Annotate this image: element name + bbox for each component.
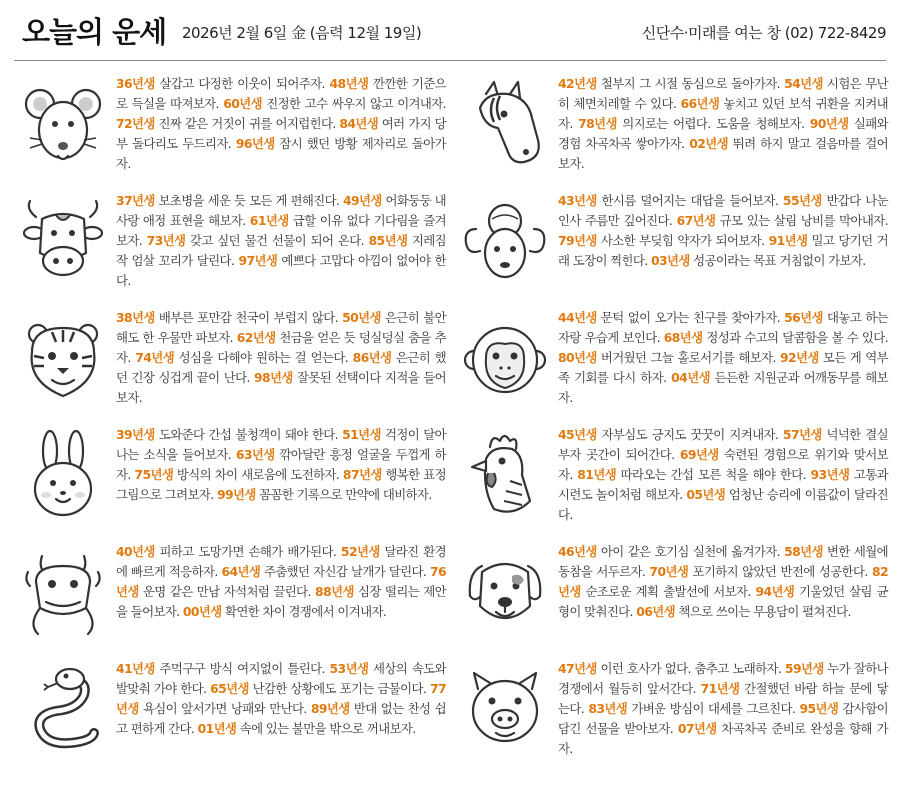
birth-year-label: 38년생 xyxy=(116,310,155,325)
fortune-text: 문턱 없이 오가는 친구를 찾아가자. xyxy=(596,310,785,325)
birth-year-label: 98년생 xyxy=(254,370,293,385)
fortune-text: 성공이라는 목표 거침없이 가보자. xyxy=(689,253,866,268)
fortune-text: 달라진 환경에 빠르게 적응하자. xyxy=(116,544,447,579)
fortune-text: 실패와 경험 차곡차곡 쌓아가자. xyxy=(558,116,889,151)
birth-year-label: 41년생 xyxy=(116,661,155,676)
birth-year-label: 03년생 xyxy=(650,253,690,268)
birth-year-label: 92년생 xyxy=(779,350,819,365)
fortune-text: 한시름 덜어지는 대답을 들어보자. xyxy=(596,193,783,208)
birth-year-label: 74년생 xyxy=(135,350,175,365)
header xyxy=(22,8,886,54)
horoscope-entry xyxy=(22,308,452,425)
page-title: 오늘의 운세 xyxy=(22,15,167,49)
birth-year-label: 01년생 xyxy=(197,721,237,736)
horoscope-text xyxy=(558,659,888,759)
birth-year-label: 51년생 xyxy=(342,427,381,442)
birth-year-label: 80년생 xyxy=(558,350,597,365)
birth-year-label: 95년생 xyxy=(799,701,839,716)
birth-year-label: 93년생 xyxy=(810,467,850,482)
sheep-icon xyxy=(464,195,546,287)
fortune-text: 변한 세월에 동참을 서두르자. xyxy=(558,544,888,579)
fortune-text: 가벼운 방심이 대세를 그르친다. xyxy=(627,701,800,716)
fortune-text: 대놓고 하는 자랑 우습게 보인다. xyxy=(558,310,888,345)
birth-year-label: 67년생 xyxy=(676,213,716,228)
fortune-text: 차곡차곡 준비로 완성을 향해 가자. xyxy=(558,721,888,756)
rat-icon xyxy=(22,78,104,170)
horoscope-text xyxy=(116,308,446,408)
horoscope-text xyxy=(116,191,446,291)
fortune-text: 밀고 당기던 거래 도장이 찍힌다. xyxy=(558,233,888,268)
fortune-text: 버거웠던 그늘 홀로서기를 해보자. xyxy=(596,350,780,365)
fortune-text: 살갑고 다정한 이웃이 되어주자. xyxy=(154,76,330,91)
fortune-text: 이런 호사가 없다. 춤추고 노래하자. xyxy=(596,661,785,676)
horoscope-text xyxy=(116,542,446,622)
dragon-icon xyxy=(22,546,104,638)
fortune-text: 모든 게 역부족 기회를 다시 하자. xyxy=(558,350,889,385)
birth-year-label: 85년생 xyxy=(368,233,408,248)
horoscope-entry xyxy=(464,659,894,776)
birth-year-label: 05년생 xyxy=(686,487,726,502)
fortune-text: 갖고 싶던 물건 선물이 되어 온다. xyxy=(185,233,369,248)
birth-year-label: 42년생 xyxy=(558,76,597,91)
fortune-text: 자부심도 긍지도 꿋꿋이 지켜내자. xyxy=(596,427,783,442)
birth-year-label: 81년생 xyxy=(577,467,617,482)
birth-year-label: 56년생 xyxy=(784,310,823,325)
horoscope-entry xyxy=(22,191,452,308)
fortune-text: 철부지 그 시절 동심으로 돌아가자. xyxy=(596,76,785,91)
birth-year-label: 06년생 xyxy=(636,604,676,619)
horoscope-text xyxy=(116,659,446,739)
birth-year-label: 04년생 xyxy=(671,370,710,385)
monkey-icon xyxy=(464,312,546,404)
birth-year-label: 02년생 xyxy=(689,136,728,151)
snake-icon xyxy=(22,663,104,755)
fortune-text: 주먹구구 방식 여지없이 틀린다. xyxy=(154,661,330,676)
fortune-text: 욕심이 앞서가면 낭패와 만난다. xyxy=(138,701,311,716)
fortune-text: 행복한 표정 그림으로 그려보자. xyxy=(116,467,446,502)
fortune-text: 시험은 무난히 체면치레할 수 있다. xyxy=(558,76,888,111)
birth-year-label: 76년생 xyxy=(116,564,446,599)
birth-year-label: 99년생 xyxy=(216,487,256,502)
horoscope-text xyxy=(558,191,888,271)
fortune-text: 주춤했던 자신감 날개가 달린다. xyxy=(260,564,430,579)
fortune-text: 보초병을 세운 듯 모든 게 편해진다. xyxy=(154,193,343,208)
birth-year-label: 90년생 xyxy=(809,116,849,131)
fortune-text: 예쁘다 고맙다 아낌이 없어야 한다. xyxy=(116,253,446,288)
birth-year-label: 00년생 xyxy=(182,604,222,619)
header-divider xyxy=(14,60,886,61)
birth-year-label: 57년생 xyxy=(782,427,822,442)
fortune-text: 세상의 속도와 발맞춰 가야 한다. xyxy=(116,661,446,696)
fortune-text: 든든한 지원군과 어깨동무를 해보자. xyxy=(558,370,888,405)
sponsor-line: 신단수·미래를 여는 창 (02) 722-8429 xyxy=(641,24,886,42)
birth-year-label: 55년생 xyxy=(782,193,822,208)
birth-year-label: 59년생 xyxy=(784,661,824,676)
fortune-text: 여러 가지 당부 돌다리도 두드리자. xyxy=(116,116,446,151)
fortune-text: 난감한 상황에도 포기는 금물이다. xyxy=(248,681,430,696)
right-column xyxy=(464,74,894,776)
horoscope-text xyxy=(116,74,446,174)
fortune-text: 천금을 얻은 듯 덩실덩실 춤을 추자. xyxy=(116,330,446,365)
ox-icon xyxy=(22,195,104,287)
fortune-text: 따라오는 간섭 모른 척을 해야 한다. xyxy=(616,467,811,482)
birth-year-label: 69년생 xyxy=(679,447,719,462)
birth-year-label: 47년생 xyxy=(558,661,597,676)
horoscope-entry xyxy=(22,425,452,542)
fortune-text: 간절했던 바람 하늘 문에 닿는다. xyxy=(558,681,889,716)
fortune-text: 포기하지 않았던 반전에 성공한다. xyxy=(688,564,872,579)
birth-year-label: 70년생 xyxy=(649,564,689,579)
birth-year-label: 89년생 xyxy=(310,701,350,716)
birth-year-label: 72년생 xyxy=(116,116,155,131)
fortune-text: 넉넉한 결실 부자 곳간이 되어간다. xyxy=(558,427,889,462)
birth-year-label: 61년생 xyxy=(249,213,289,228)
birth-year-label: 66년생 xyxy=(680,96,720,111)
horoscope-text xyxy=(558,425,888,525)
fortune-text: 정성과 수고의 달콤함을 볼 수 있다. xyxy=(702,330,888,345)
birth-year-label: 43년생 xyxy=(558,193,597,208)
fortune-text: 지레짐작 엄살 꼬리가 달린다. xyxy=(116,233,446,268)
fortune-text: 깐깐한 기준으로 득실을 따져보자. xyxy=(116,76,446,111)
dog-icon xyxy=(464,546,546,638)
birth-year-label: 53년생 xyxy=(329,661,369,676)
fortune-text: 도와준다 간섭 불청객이 돼야 한다. xyxy=(154,427,343,442)
birth-year-label: 45년생 xyxy=(558,427,597,442)
date-line: 2026년 2월 6일 金 (음력 12월 19일) xyxy=(182,24,422,42)
fortune-text: 속에 있는 불만을 밖으로 꺼내보자. xyxy=(236,721,416,736)
birth-year-label: 39년생 xyxy=(116,427,155,442)
fortune-text: 책으로 쓰이는 무용담이 펼쳐진다. xyxy=(675,604,851,619)
fortune-text: 급할 이유 없다 기다림을 즐겨보자. xyxy=(116,213,446,248)
birth-year-label: 48년생 xyxy=(329,76,369,91)
fortune-text: 꼼꼼한 기록으로 만약에 대비하자. xyxy=(255,487,432,502)
left-column xyxy=(22,74,452,776)
fortune-text: 진정한 고수 싸우지 않고 이겨내자. xyxy=(262,96,447,111)
horoscope-entry xyxy=(464,191,894,308)
birth-year-label: 64년생 xyxy=(221,564,261,579)
birth-year-label: 73년생 xyxy=(146,233,186,248)
fortune-text: 순조로운 계획 출발선에 서보자. xyxy=(580,584,756,599)
birth-year-label: 65년생 xyxy=(210,681,249,696)
birth-year-label: 46년생 xyxy=(558,544,597,559)
birth-year-label: 83년생 xyxy=(588,701,628,716)
birth-year-label: 68년생 xyxy=(663,330,703,345)
fortune-text: 누가 잘하나 경쟁에서 월등히 앞서간다. xyxy=(558,661,888,696)
birth-year-label: 07년생 xyxy=(677,721,717,736)
birth-year-label: 49년생 xyxy=(343,193,382,208)
fortune-text: 확연한 차이 경쟁에서 이겨내자. xyxy=(221,604,387,619)
horoscope-entry xyxy=(464,74,894,191)
birth-year-label: 97년생 xyxy=(238,253,278,268)
fortune-text: 어화둥둥 내 사랑 애정 표현을 해보자. xyxy=(116,193,446,228)
birth-year-label: 44년생 xyxy=(558,310,597,325)
birth-year-label: 79년생 xyxy=(558,233,597,248)
birth-year-label: 62년생 xyxy=(236,330,276,345)
fortune-text: 기울었던 살림 균형이 맞춰진다. xyxy=(558,584,888,619)
fortune-text: 잘못된 선택이다 지적을 들어보자. xyxy=(116,370,446,405)
fortune-text: 감사함이 담긴 선물을 받아보자. xyxy=(558,701,888,736)
fortune-text: 은근히 했던 긴장 싱겁게 끝이 난다. xyxy=(116,350,447,385)
horoscope-text xyxy=(116,425,446,505)
birth-year-label: 63년생 xyxy=(235,447,275,462)
fortune-text: 배부른 포만감 천국이 부럽지 않다. xyxy=(154,310,343,325)
birth-year-label: 82년생 xyxy=(558,564,888,599)
fortune-text: 뛰려 하지 말고 걸음마를 걸어보자. xyxy=(558,136,888,171)
fortune-text: 깎아달란 흥정 얼굴을 두껍게 하자. xyxy=(116,447,446,482)
fortune-text: 잠시 했던 방황 제자리로 돌아가자. xyxy=(116,136,446,171)
birth-year-label: 58년생 xyxy=(784,544,823,559)
fortune-text: 규모 있는 살림 낭비를 막아내자. xyxy=(715,213,888,228)
birth-year-label: 60년생 xyxy=(223,96,262,111)
rabbit-icon xyxy=(22,429,104,521)
fortune-text: 반대 없는 찬성 쉽고 편하게 간다. xyxy=(116,701,446,736)
rooster-icon xyxy=(464,429,546,521)
birth-year-label: 88년생 xyxy=(315,584,354,599)
fortune-text: 방식의 차이 새로움에 도전하자. xyxy=(173,467,343,482)
horoscope-entry xyxy=(464,425,894,542)
horoscope-text xyxy=(558,308,888,408)
birth-year-label: 54년생 xyxy=(784,76,823,91)
birth-year-label: 86년생 xyxy=(352,350,392,365)
tiger-icon xyxy=(22,312,104,404)
birth-year-label: 52년생 xyxy=(340,544,380,559)
birth-year-label: 37년생 xyxy=(116,193,155,208)
fortune-text: 놓치고 있던 보석 귀환을 지켜내자. xyxy=(558,96,888,131)
fortune-text: 의지로는 어렵다. 도움을 청해보자. xyxy=(616,116,810,131)
fortune-text: 사소한 부딪힘 약자가 되어보자. xyxy=(596,233,769,248)
birth-year-label: 78년생 xyxy=(578,116,617,131)
birth-year-label: 91년생 xyxy=(768,233,808,248)
birth-year-label: 40년생 xyxy=(116,544,155,559)
fortune-text: 걱정이 달아나는 소식을 들어보자. xyxy=(116,427,446,462)
fortune-text: 고통과 시련도 놀이처럼 해보자. xyxy=(558,467,888,502)
fortune-text: 은근히 불안해도 한 우물만 파보자. xyxy=(116,310,446,345)
horoscope-entry xyxy=(464,308,894,425)
fortune-text: 운명 같은 만남 자석처럼 끌린다. xyxy=(138,584,316,599)
horoscope-text xyxy=(558,542,888,622)
horoscope-entry xyxy=(22,74,452,191)
horoscope-text xyxy=(558,74,888,174)
birth-year-label: 96년생 xyxy=(235,136,275,151)
fortune-text: 아이 같은 호기심 실천에 옮겨가자. xyxy=(596,544,785,559)
fortune-text: 숙련된 경험으로 위기와 맞서보자. xyxy=(558,447,889,482)
birth-year-label: 77년생 xyxy=(116,681,446,716)
fortune-text: 반갑다 나눈 인사 주름만 깊어진다. xyxy=(558,193,889,228)
horse-icon xyxy=(464,78,546,170)
birth-year-label: 87년생 xyxy=(342,467,382,482)
horoscope-entry xyxy=(464,542,894,659)
pig-icon xyxy=(464,663,546,755)
birth-year-label: 71년생 xyxy=(700,681,740,696)
fortune-text: 엄청난 승리에 이름값이 달라진다. xyxy=(558,487,888,522)
fortune-text: 피하고 도망가면 손해가 배가된다. xyxy=(154,544,341,559)
horoscope-entry xyxy=(22,659,452,776)
birth-year-label: 84년생 xyxy=(339,116,379,131)
birth-year-label: 75년생 xyxy=(134,467,174,482)
horoscope-entry xyxy=(22,542,452,659)
birth-year-label: 50년생 xyxy=(342,310,381,325)
fortune-text: 심장 떨리는 제안을 들어보자. xyxy=(116,584,447,619)
fortune-text: 진짜 같은 거짓이 귀를 어지럽힌다. xyxy=(154,116,340,131)
birth-year-label: 94년생 xyxy=(755,584,795,599)
birth-year-label: 36년생 xyxy=(116,76,155,91)
fortune-text: 성심을 다해야 원하는 걸 얻는다. xyxy=(174,350,353,365)
